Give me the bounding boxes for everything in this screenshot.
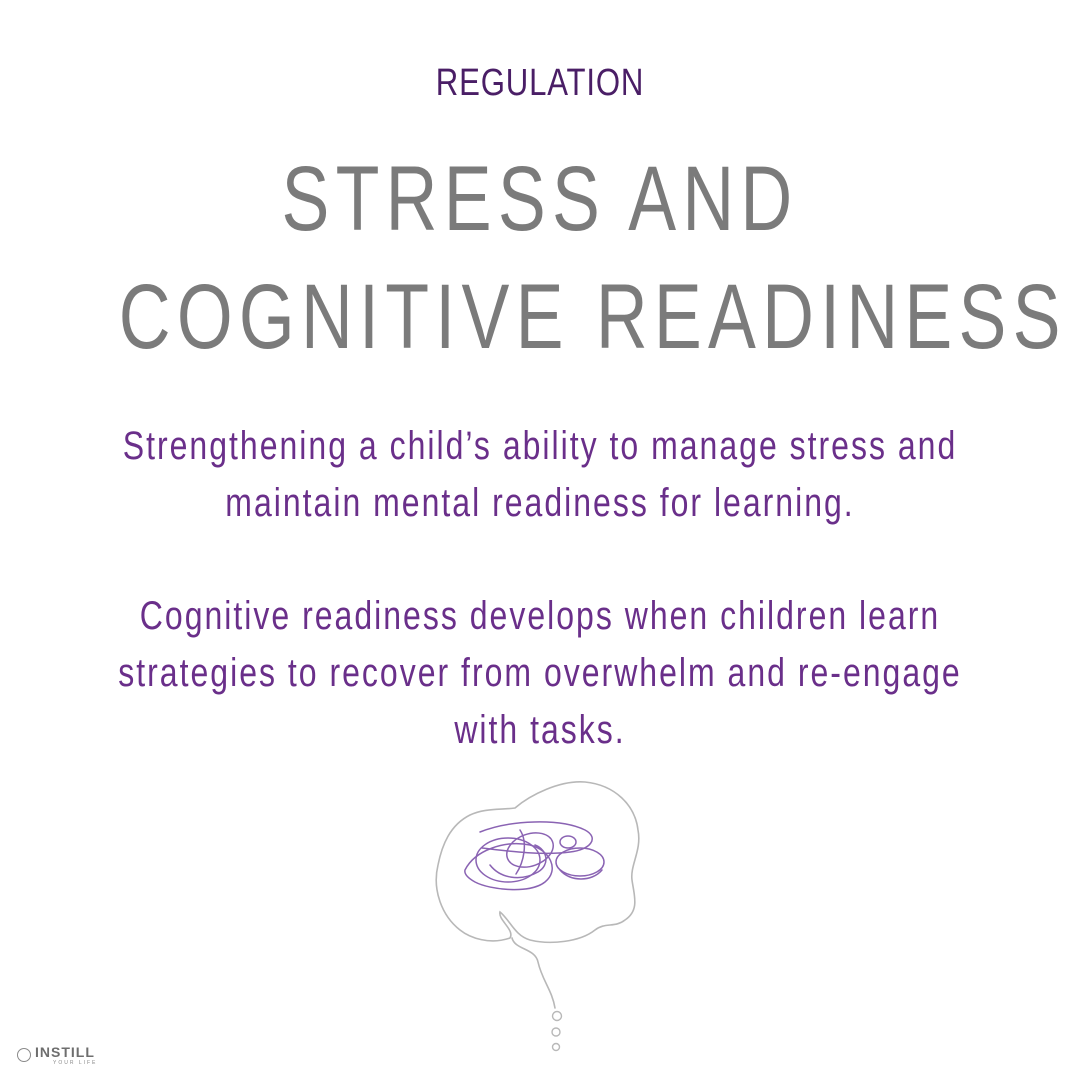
detail-line-1: Cognitive readiness develops when children learn bbox=[139, 594, 941, 638]
page-title bbox=[118, 140, 1067, 376]
circle-logo-icon bbox=[16, 1047, 32, 1063]
detail-paragraph bbox=[108, 588, 972, 759]
detail-line-3: with tasks. bbox=[454, 708, 626, 752]
brand-logo bbox=[16, 1040, 97, 1070]
logo-name: INSTILL bbox=[35, 1043, 95, 1060]
tangled-scribble bbox=[465, 822, 604, 890]
intro-line-2: maintain mental readiness for learning. bbox=[225, 481, 855, 525]
thought-cloud-outline bbox=[436, 782, 639, 942]
title-line-1: STRESS AND bbox=[281, 148, 799, 250]
intro-line-1: Strengthening a child’s ability to manage stress and bbox=[122, 424, 958, 468]
detail-line-2: strategies to recover from overwhelm and re-engage bbox=[118, 651, 962, 695]
tangled-thought-bubble-icon bbox=[420, 770, 660, 1060]
thought-dots bbox=[552, 1012, 562, 1051]
category-label: REGULATION bbox=[435, 62, 645, 104]
title-line-2: COGNITIVE READINESS bbox=[118, 266, 1067, 368]
thought-tail bbox=[512, 938, 555, 1008]
logo-tagline: YOUR LIFE bbox=[53, 1059, 98, 1066]
intro-paragraph bbox=[108, 418, 972, 532]
